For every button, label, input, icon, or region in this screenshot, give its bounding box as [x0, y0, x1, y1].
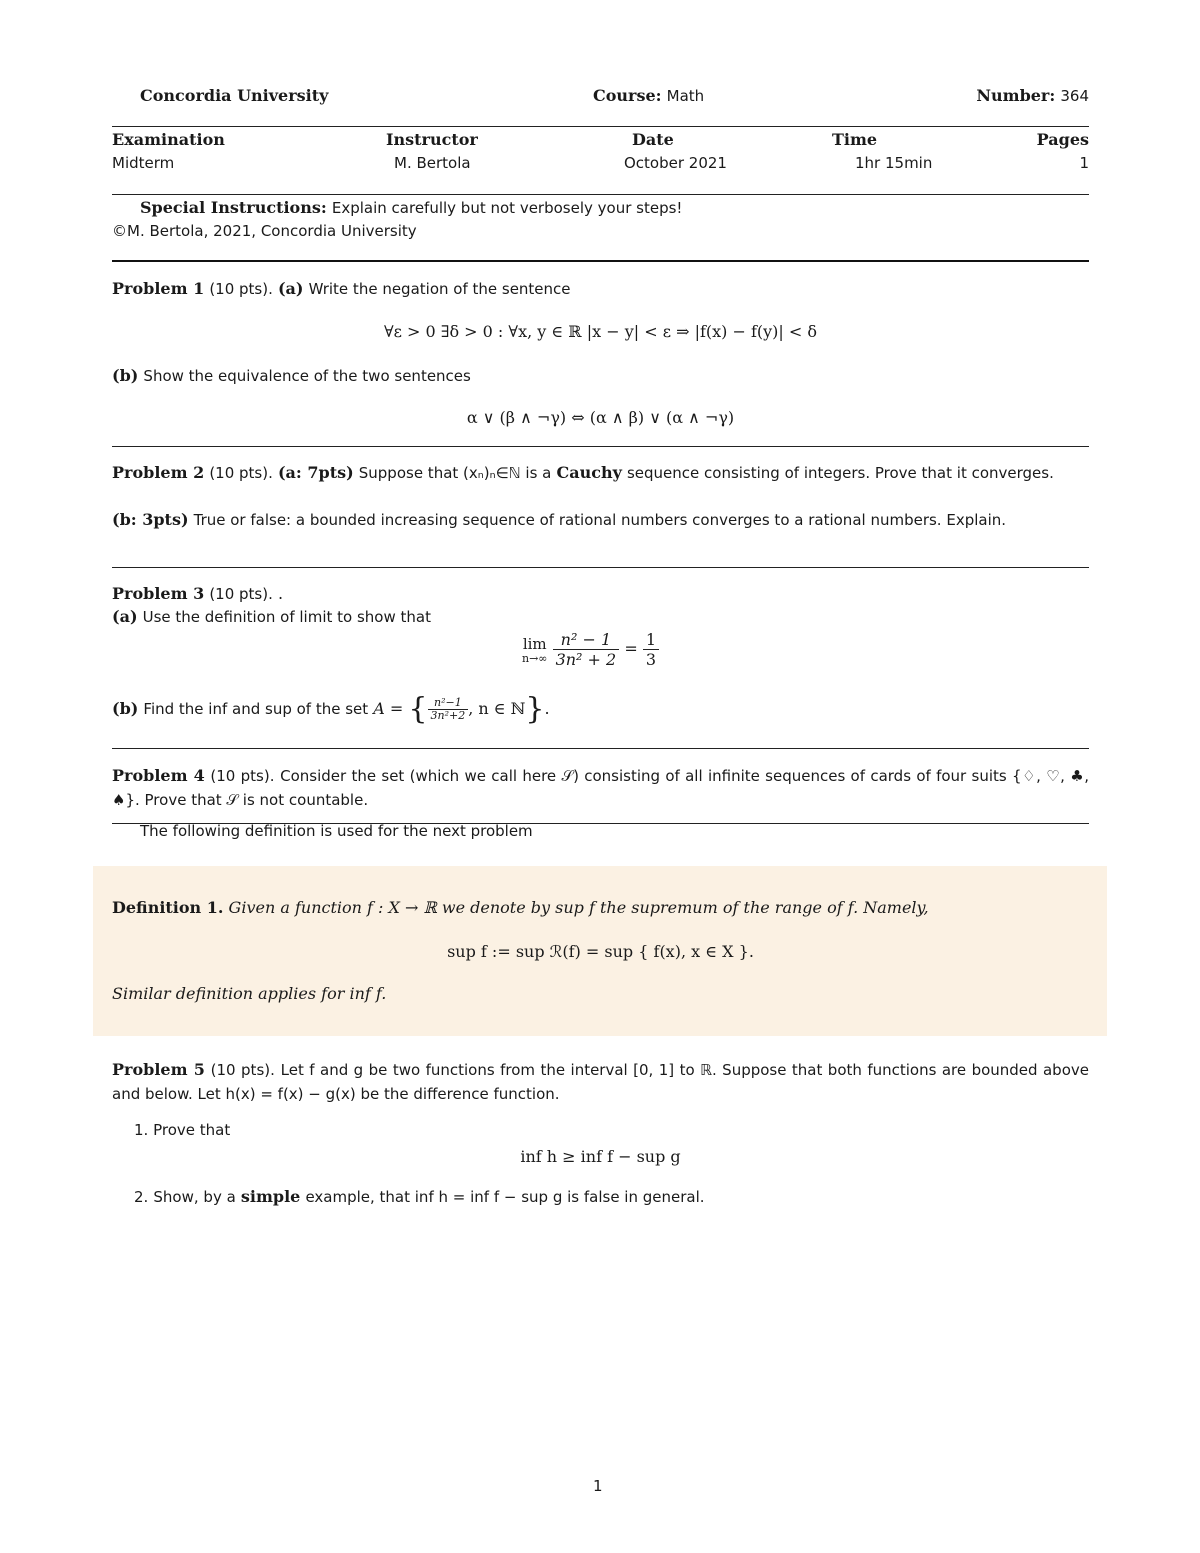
rule-top — [112, 126, 1089, 127]
rule-p3 — [112, 748, 1089, 749]
problem1-part-b: (b) Show the equivalence of the two sentences — [112, 366, 471, 385]
rule-thick — [112, 260, 1089, 262]
value-date: October 2021 — [624, 154, 727, 172]
problem3-part-b: (b) Find the inf and sup of the set A = { $\frac{\text{n²−1}}{\text{3n²+2}}$ , n ∈ ℕ}. — [112, 691, 550, 727]
rule-mid — [112, 194, 1089, 195]
header-examination: Examination — [112, 130, 225, 149]
definition-heading: Definition 1. Given a function f : X → ℝ we denote by sup f the supremum of the range of f. Namely, — [112, 898, 929, 917]
problem1-formula-a: ∀ε > 0 ∃δ > 0 : ∀x, y ∈ ℝ |x − y| < ε ⇒ |f(x) − f(y)| < δ — [383, 322, 818, 341]
university-name: Concordia University — [140, 86, 329, 105]
header-instructor: Instructor — [386, 130, 478, 149]
value-examination: Midterm — [112, 154, 175, 172]
problem4-body: Problem 4 (10 pts). Consider the set (which we call here 𝒮) consisting of all infinite sequences of cards of four suits {♢, ♡, ♣, ♠}. Prove that 𝒮 is not countable. — [112, 766, 1089, 809]
problem1-heading: Problem 1 (10 pts). (a) Write the negation of the sentence — [112, 279, 571, 298]
problem5-item1: 1. Prove that — [134, 1121, 231, 1139]
page-number: 1 — [593, 1477, 603, 1495]
problem3-limit-formula: lim n→∞ $\frac{\text{n² − 1}}{\text{3n² + 2}}$ = $\frac{1}{3}$ — [522, 630, 659, 674]
problem3-part-a: (a) Use the definition of limit to show that — [112, 607, 431, 626]
problem5-body: Problem 5 (10 pts). Let f and g be two functions from the interval [0, 1] to ℝ. Suppose that both functions are bounded above and below. Let h(x) = f(x) − g(x) be the difference function. — [112, 1060, 1089, 1103]
problem5-item2: 2. Show, by a simple example, that inf h = inf f − sup g is false in general. — [134, 1187, 705, 1206]
exam-page — [112, 0, 1089, 1553]
special-instructions: Special Instructions: Explain carefully but not verbosely your steps! — [140, 198, 683, 217]
rule-p1 — [112, 446, 1089, 447]
value-time: 1hr 15min — [855, 154, 933, 172]
course-field: Course: Math — [593, 86, 705, 105]
rule-p2 — [112, 567, 1089, 568]
value-instructor: M. Bertola — [394, 154, 471, 172]
definition-note: Similar definition applies for inf f. — [112, 984, 387, 1003]
problem5-item1-formula: inf h ≥ inf f − sup g — [520, 1147, 681, 1166]
following-note: The following definition is used for the next problem — [140, 822, 533, 840]
problem2-part-a: Problem 2 (10 pts). (a: 7pts) Suppose that (xₙ)ₙ∈ℕ is a Cauchy sequence consisting of integers. Prove that it converges. — [112, 463, 1054, 482]
header-pages: Pages — [1036, 130, 1089, 149]
header-time: Time — [832, 130, 878, 149]
header-date: Date — [632, 130, 674, 149]
problem3-heading: Problem 3 (10 pts). . — [112, 584, 284, 603]
definition-formula: sup f := sup ℛ(f) = sup { f(x), x ∈ X }. — [447, 942, 754, 961]
value-pages: 1 — [1079, 154, 1089, 172]
problem1-formula-b: α ∨ (β ∧ ¬γ) ⇔ (α ∧ β) ∨ (α ∧ ¬γ) — [466, 408, 735, 427]
number-field: Number: 364 — [976, 86, 1089, 105]
problem2-part-b: (b: 3pts) True or false: a bounded increasing sequence of rational numbers converges to a rational numbers. Explain. — [112, 510, 1007, 529]
copyright-line: ©M. Bertola, 2021, Concordia University — [112, 222, 417, 240]
